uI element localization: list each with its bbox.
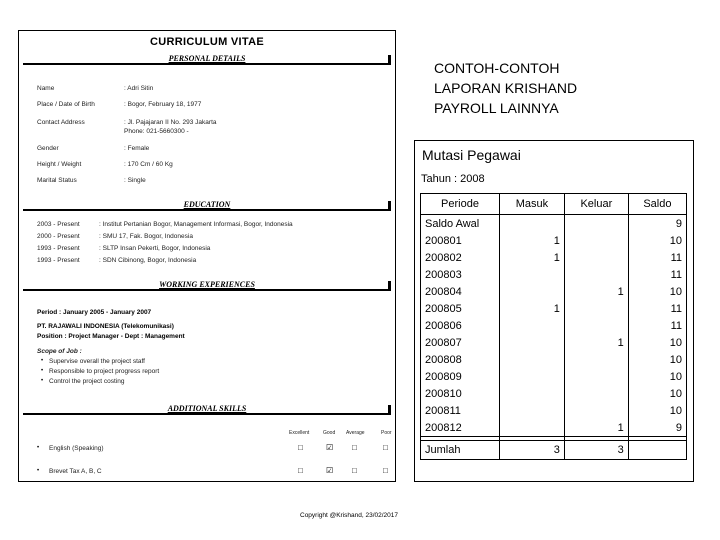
- column-header: Keluar: [564, 194, 628, 215]
- education-period: 1993 - Present: [37, 257, 80, 264]
- table-row: [421, 283, 687, 300]
- table-row: [421, 419, 687, 437]
- checkbox-icon: □: [383, 443, 388, 452]
- column-header: Masuk: [500, 194, 565, 215]
- cell-keluar: [564, 402, 628, 419]
- cell-periode: 200805: [421, 300, 500, 317]
- table-total-row: [421, 441, 687, 460]
- skill-col-header: Excellent: [289, 430, 310, 436]
- cell-keluar: [564, 317, 628, 334]
- cell-masuk: [500, 385, 565, 402]
- cell-masuk: [500, 317, 565, 334]
- cell-saldo: 10: [628, 334, 686, 351]
- cell-saldo: 10: [628, 402, 686, 419]
- cell-saldo: 10: [628, 351, 686, 368]
- cell-masuk: [500, 266, 565, 283]
- skill-name: English (Speaking): [49, 445, 104, 452]
- table-row: [421, 385, 687, 402]
- table-row: [421, 402, 687, 419]
- cell-masuk: [500, 402, 565, 419]
- report-title: Mutasi Pegawai: [422, 147, 521, 163]
- cell-masuk: [500, 419, 565, 437]
- skill-col-header: Average: [346, 430, 365, 436]
- cell-masuk: [500, 334, 565, 351]
- checkbox-checked-icon: ☑: [326, 443, 334, 452]
- checkbox-icon: □: [383, 466, 388, 475]
- cell-keluar: 1: [564, 419, 628, 437]
- cell-saldo: 11: [628, 317, 686, 334]
- section-education: EDUCATION: [23, 197, 391, 211]
- cell-periode: 200804: [421, 283, 500, 300]
- cell-saldo: 10: [628, 232, 686, 249]
- heading-line: PAYROLL LAINNYA: [434, 100, 559, 116]
- cell-saldo: 10: [628, 385, 686, 402]
- education-period: 1993 - Present: [37, 245, 80, 252]
- section-personal-details: PERSONAL DETAILS: [23, 51, 391, 65]
- cell-keluar: [564, 215, 628, 233]
- bullet-icon: •: [41, 368, 44, 374]
- personal-value: : Single: [124, 177, 146, 184]
- cell-saldo: 10: [628, 283, 686, 300]
- personal-label: Name: [37, 85, 55, 92]
- personal-label: Height / Weight: [37, 161, 82, 168]
- table-row: [421, 317, 687, 334]
- personal-label: Contact Address: [37, 119, 85, 126]
- cell-periode: 200812: [421, 419, 500, 437]
- work-scope-item: Responsible to project progress report: [49, 368, 160, 375]
- cell-keluar: [564, 368, 628, 385]
- cell-masuk: [500, 283, 565, 300]
- cell-saldo: 10: [628, 368, 686, 385]
- cell-saldo: 11: [628, 249, 686, 266]
- copyright-text: Copyright @Krishand, 23/02/2017: [300, 512, 399, 519]
- cell-periode: 200808: [421, 351, 500, 368]
- education-period: 2003 - Present: [37, 221, 80, 228]
- bullet-icon: •: [37, 445, 40, 451]
- checkbox-icon: □: [352, 466, 357, 475]
- mutasi-table: [420, 193, 687, 460]
- cell-saldo: 11: [628, 300, 686, 317]
- table-row: [421, 334, 687, 351]
- cell-periode: 200803: [421, 266, 500, 283]
- cell-keluar: 1: [564, 334, 628, 351]
- cell-masuk: 1: [500, 300, 565, 317]
- table-header-row: [421, 194, 687, 215]
- column-header: Periode: [421, 194, 500, 215]
- education-desc: : SMU 17, Fak. Bogor, Indonesia: [99, 233, 193, 240]
- table-row: [421, 266, 687, 283]
- table-row: [421, 249, 687, 266]
- cell-total-masuk: 3: [500, 441, 565, 460]
- heading-line: LAPORAN KRISHAND: [434, 80, 578, 96]
- work-company: PT. RAJAWALI INDONESIA (Telekomunikasi): [37, 323, 174, 330]
- work-scope-item: Control the project costing: [49, 378, 125, 385]
- mutasi-pegawai-report: [414, 140, 694, 482]
- cell-keluar: [564, 232, 628, 249]
- bullet-icon: •: [41, 358, 44, 364]
- skill-col-header: Poor: [381, 430, 392, 436]
- cell-periode: 200807: [421, 334, 500, 351]
- bullet-icon: •: [41, 378, 44, 384]
- personal-label: Marital Status: [37, 177, 77, 184]
- section-working-experiences: WORKING EXPERIENCES: [23, 277, 391, 291]
- column-header: Saldo: [628, 194, 686, 215]
- cell-periode: 200806: [421, 317, 500, 334]
- skill-name: Brevet Tax A, B, C: [49, 468, 102, 475]
- page-heading: [434, 58, 577, 118]
- report-year: Tahun : 2008: [421, 173, 485, 185]
- checkbox-icon: □: [352, 443, 357, 452]
- section-additional-skills: ADDITIONAL SKILLS: [23, 401, 391, 415]
- cell-saldo: 9: [628, 419, 686, 437]
- cell-saldo: 11: [628, 266, 686, 283]
- cell-total-saldo: [628, 441, 686, 460]
- checkbox-checked-icon: ☑: [326, 466, 334, 475]
- education-desc: : SLTP Insan Pekerti, Bogor, Indonesia: [99, 245, 211, 252]
- education-desc: : Institut Pertanian Bogor, Management Informasi, Bogor, Indonesia: [99, 221, 293, 228]
- work-position: Position : Project Manager - Dept : Management: [37, 333, 185, 340]
- education-period: 2000 - Present: [37, 233, 80, 240]
- cell-total-keluar: 3: [564, 441, 628, 460]
- cell-periode: 200802: [421, 249, 500, 266]
- table-row: [421, 368, 687, 385]
- cell-masuk: 1: [500, 232, 565, 249]
- cv-document: [18, 30, 396, 482]
- cell-masuk: 1: [500, 249, 565, 266]
- bullet-icon: •: [37, 468, 40, 474]
- cell-keluar: [564, 351, 628, 368]
- education-desc: : SDN Cibinong, Bogor, Indonesia: [99, 257, 197, 264]
- checkbox-icon: □: [298, 466, 303, 475]
- cell-keluar: [564, 385, 628, 402]
- personal-label: Place / Date of Birth: [37, 101, 95, 108]
- personal-value: : Adri Sitin: [124, 85, 154, 92]
- table-row: [421, 232, 687, 249]
- cell-masuk: [500, 215, 565, 233]
- work-scope-label: Scope of Job :: [37, 348, 82, 355]
- cell-periode: Saldo Awal: [421, 215, 500, 233]
- cv-title: CURRICULUM VITAE: [150, 36, 264, 48]
- table-row: [421, 300, 687, 317]
- cell-masuk: [500, 351, 565, 368]
- heading-line: CONTOH-CONTOH: [434, 60, 560, 76]
- cell-keluar: 1: [564, 283, 628, 300]
- checkbox-icon: □: [298, 443, 303, 452]
- cell-periode: 200811: [421, 402, 500, 419]
- personal-value: : Bogor, February 18, 1977: [124, 101, 202, 108]
- personal-value: Phone: 021-5660300 -: [124, 128, 189, 135]
- work-period: Period : January 2005 - January 2007: [37, 309, 152, 316]
- cell-keluar: [564, 300, 628, 317]
- cell-periode: 200810: [421, 385, 500, 402]
- skill-col-header: Good: [323, 430, 336, 436]
- personal-value: : Female: [124, 145, 150, 152]
- cell-total-label: Jumlah: [421, 441, 500, 460]
- cell-saldo: 9: [628, 215, 686, 233]
- table-row: [421, 351, 687, 368]
- table-row: [421, 215, 687, 233]
- personal-value: : Jl. Pajajaran II No. 293 Jakarta: [124, 119, 217, 126]
- cell-periode: 200809: [421, 368, 500, 385]
- personal-label: Gender: [37, 145, 59, 152]
- personal-value: : 170 Cm / 60 Kg: [124, 161, 173, 168]
- cell-masuk: [500, 368, 565, 385]
- cell-periode: 200801: [421, 232, 500, 249]
- cell-keluar: [564, 266, 628, 283]
- cell-keluar: [564, 249, 628, 266]
- work-scope-item: Supervise overall the project staff: [49, 358, 145, 365]
